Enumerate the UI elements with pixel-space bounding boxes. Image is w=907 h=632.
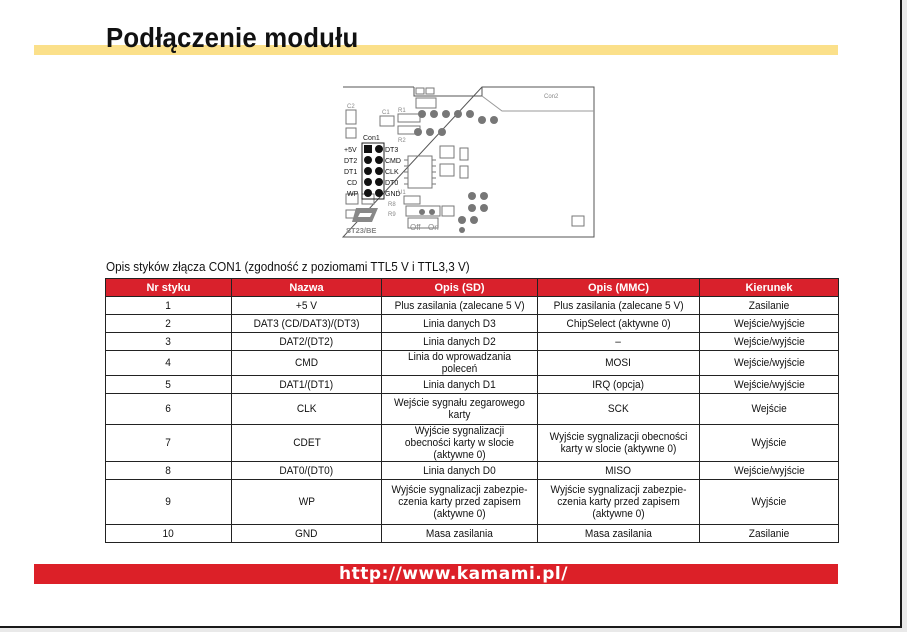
table-row <box>106 333 839 351</box>
pin-direction: Zasilanie <box>700 297 839 315</box>
pin-direction: Wyjście <box>700 425 839 462</box>
mmc-description: SCK <box>538 394 700 425</box>
pin-label-left: DT2 <box>344 158 358 165</box>
switch-on-label: On <box>428 223 439 232</box>
pin-number: 1 <box>106 297 232 315</box>
pin-direction: Wyjście <box>700 480 839 525</box>
pin-number: 9 <box>106 480 232 525</box>
mmc-description: Wyjście sygnalizacji obecności karty w slocie (aktywne 0) <box>538 425 700 462</box>
pin-description-table <box>105 278 839 543</box>
mmc-description: MOSI <box>538 351 700 376</box>
column-header: Kierunek <box>700 279 839 297</box>
sd-description: Linia danych D1 <box>382 376 538 394</box>
sd-description: Linia danych D0 <box>382 462 538 480</box>
sd-description: Wyjście sygnalizacji obecności karty w slocie (aktywne 0) <box>382 425 538 462</box>
column-header: Opis (MMC) <box>538 279 700 297</box>
silk-ref: C2 <box>347 104 355 110</box>
mmc-description: ChipSelect (aktywne 0) <box>538 315 700 333</box>
pin-direction: Zasilanie <box>700 525 839 543</box>
table-caption: Opis styków złącza CON1 (zgodność z poziomami TTL5 V i TTL3,3 V) <box>106 259 470 274</box>
pin-name: CDET <box>232 425 382 462</box>
page-shadow-bottom <box>0 628 907 632</box>
pin-name: DAT0/(DT0) <box>232 462 382 480</box>
pin-number: 4 <box>106 351 232 376</box>
pin-name: GND <box>232 525 382 543</box>
pin-name: DAT1/(DT1) <box>232 376 382 394</box>
pin-label-right: CMD <box>385 158 401 165</box>
pin-name: CMD <box>232 351 382 376</box>
pin-name: DAT3 (CD/DAT3)/(DT3) <box>232 315 382 333</box>
pin-direction: Wejście/wyjście <box>700 333 839 351</box>
table-row <box>106 376 839 394</box>
sd-description: Masa zasilania <box>382 525 538 543</box>
pin-label-left: DT1 <box>344 169 358 176</box>
pin-label-left: +5V <box>344 147 357 154</box>
pin-number: 6 <box>106 394 232 425</box>
sd-description: Linia danych D2 <box>382 333 538 351</box>
silk-ref: C1 <box>382 110 390 116</box>
pin-name: CLK <box>232 394 382 425</box>
pin-name: DAT2/(DT2) <box>232 333 382 351</box>
table-row <box>106 462 839 480</box>
mmc-description: IRQ (opcja) <box>538 376 700 394</box>
pin-label-right: DT0 <box>385 180 399 187</box>
module-pcb-drawing <box>342 86 595 238</box>
footer-url-link[interactable]: http://www.kamami.pl/ <box>339 564 568 584</box>
table-row <box>106 525 839 543</box>
silk-ref: R9 <box>388 212 396 218</box>
pin-direction: Wejście/wyjście <box>700 462 839 480</box>
pin-direction: Wejście <box>700 394 839 425</box>
table-row <box>106 315 839 333</box>
table-row <box>106 351 839 376</box>
con1-label: Con1 <box>363 135 380 142</box>
table-row <box>106 480 839 525</box>
pin-number: 8 <box>106 462 232 480</box>
pin-direction: Wejście/wyjście <box>700 351 839 376</box>
table-row <box>106 425 839 462</box>
silk-ref: R8 <box>388 202 396 208</box>
column-header: Nr styku <box>106 279 232 297</box>
mmc-description: Wyjście sygnalizacji zabezpie-czenia karty przed zapisem (aktywne 0) <box>538 480 700 525</box>
sd-description: Plus zasilania (zalecane 5 V) <box>382 297 538 315</box>
pin-number: 5 <box>106 376 232 394</box>
pin-label-right: CLK <box>385 169 399 176</box>
column-header: Nazwa <box>232 279 382 297</box>
page-shadow-right <box>902 0 907 632</box>
pin-number: 7 <box>106 425 232 462</box>
mmc-description: Masa zasilania <box>538 525 700 543</box>
pin-label-left: CD <box>347 180 358 187</box>
page-title: Podłączenie modułu <box>106 22 359 53</box>
silk-ref: R1 <box>398 108 406 114</box>
pin-name: +5 V <box>232 297 382 315</box>
table-row <box>106 297 839 315</box>
column-header: Opis (SD) <box>382 279 538 297</box>
table-header-row <box>106 279 839 297</box>
sd-description: Wyjście sygnalizacji zabezpie-czenia karty przed zapisem (aktywne 0) <box>382 480 538 525</box>
board-name: ST23/BE <box>346 226 377 235</box>
pin-direction: Wejście/wyjście <box>700 315 839 333</box>
silk-ref: R2 <box>398 138 406 144</box>
pin-direction: Wejście/wyjście <box>700 376 839 394</box>
mmc-description: Plus zasilania (zalecane 5 V) <box>538 297 700 315</box>
pin-label-right: DT3 <box>385 147 399 154</box>
table-row <box>106 394 839 425</box>
con2-label: Con2 <box>544 94 559 100</box>
pin-number: 3 <box>106 333 232 351</box>
sd-description: Linia danych D3 <box>382 315 538 333</box>
sd-description: Linia do wprowadzania poleceń <box>382 351 538 376</box>
pin-number: 10 <box>106 525 232 543</box>
mmc-description: MISO <box>538 462 700 480</box>
switch-off-label: Off <box>410 223 421 232</box>
pin-number: 2 <box>106 315 232 333</box>
pin-name: WP <box>232 480 382 525</box>
sd-description: Wejście sygnału zegarowego karty <box>382 394 538 425</box>
pin-label-left: WP <box>347 191 359 198</box>
pin-label-right: GND <box>385 191 401 198</box>
mmc-description: – <box>538 333 700 351</box>
silk-ref: U1 <box>398 190 406 196</box>
